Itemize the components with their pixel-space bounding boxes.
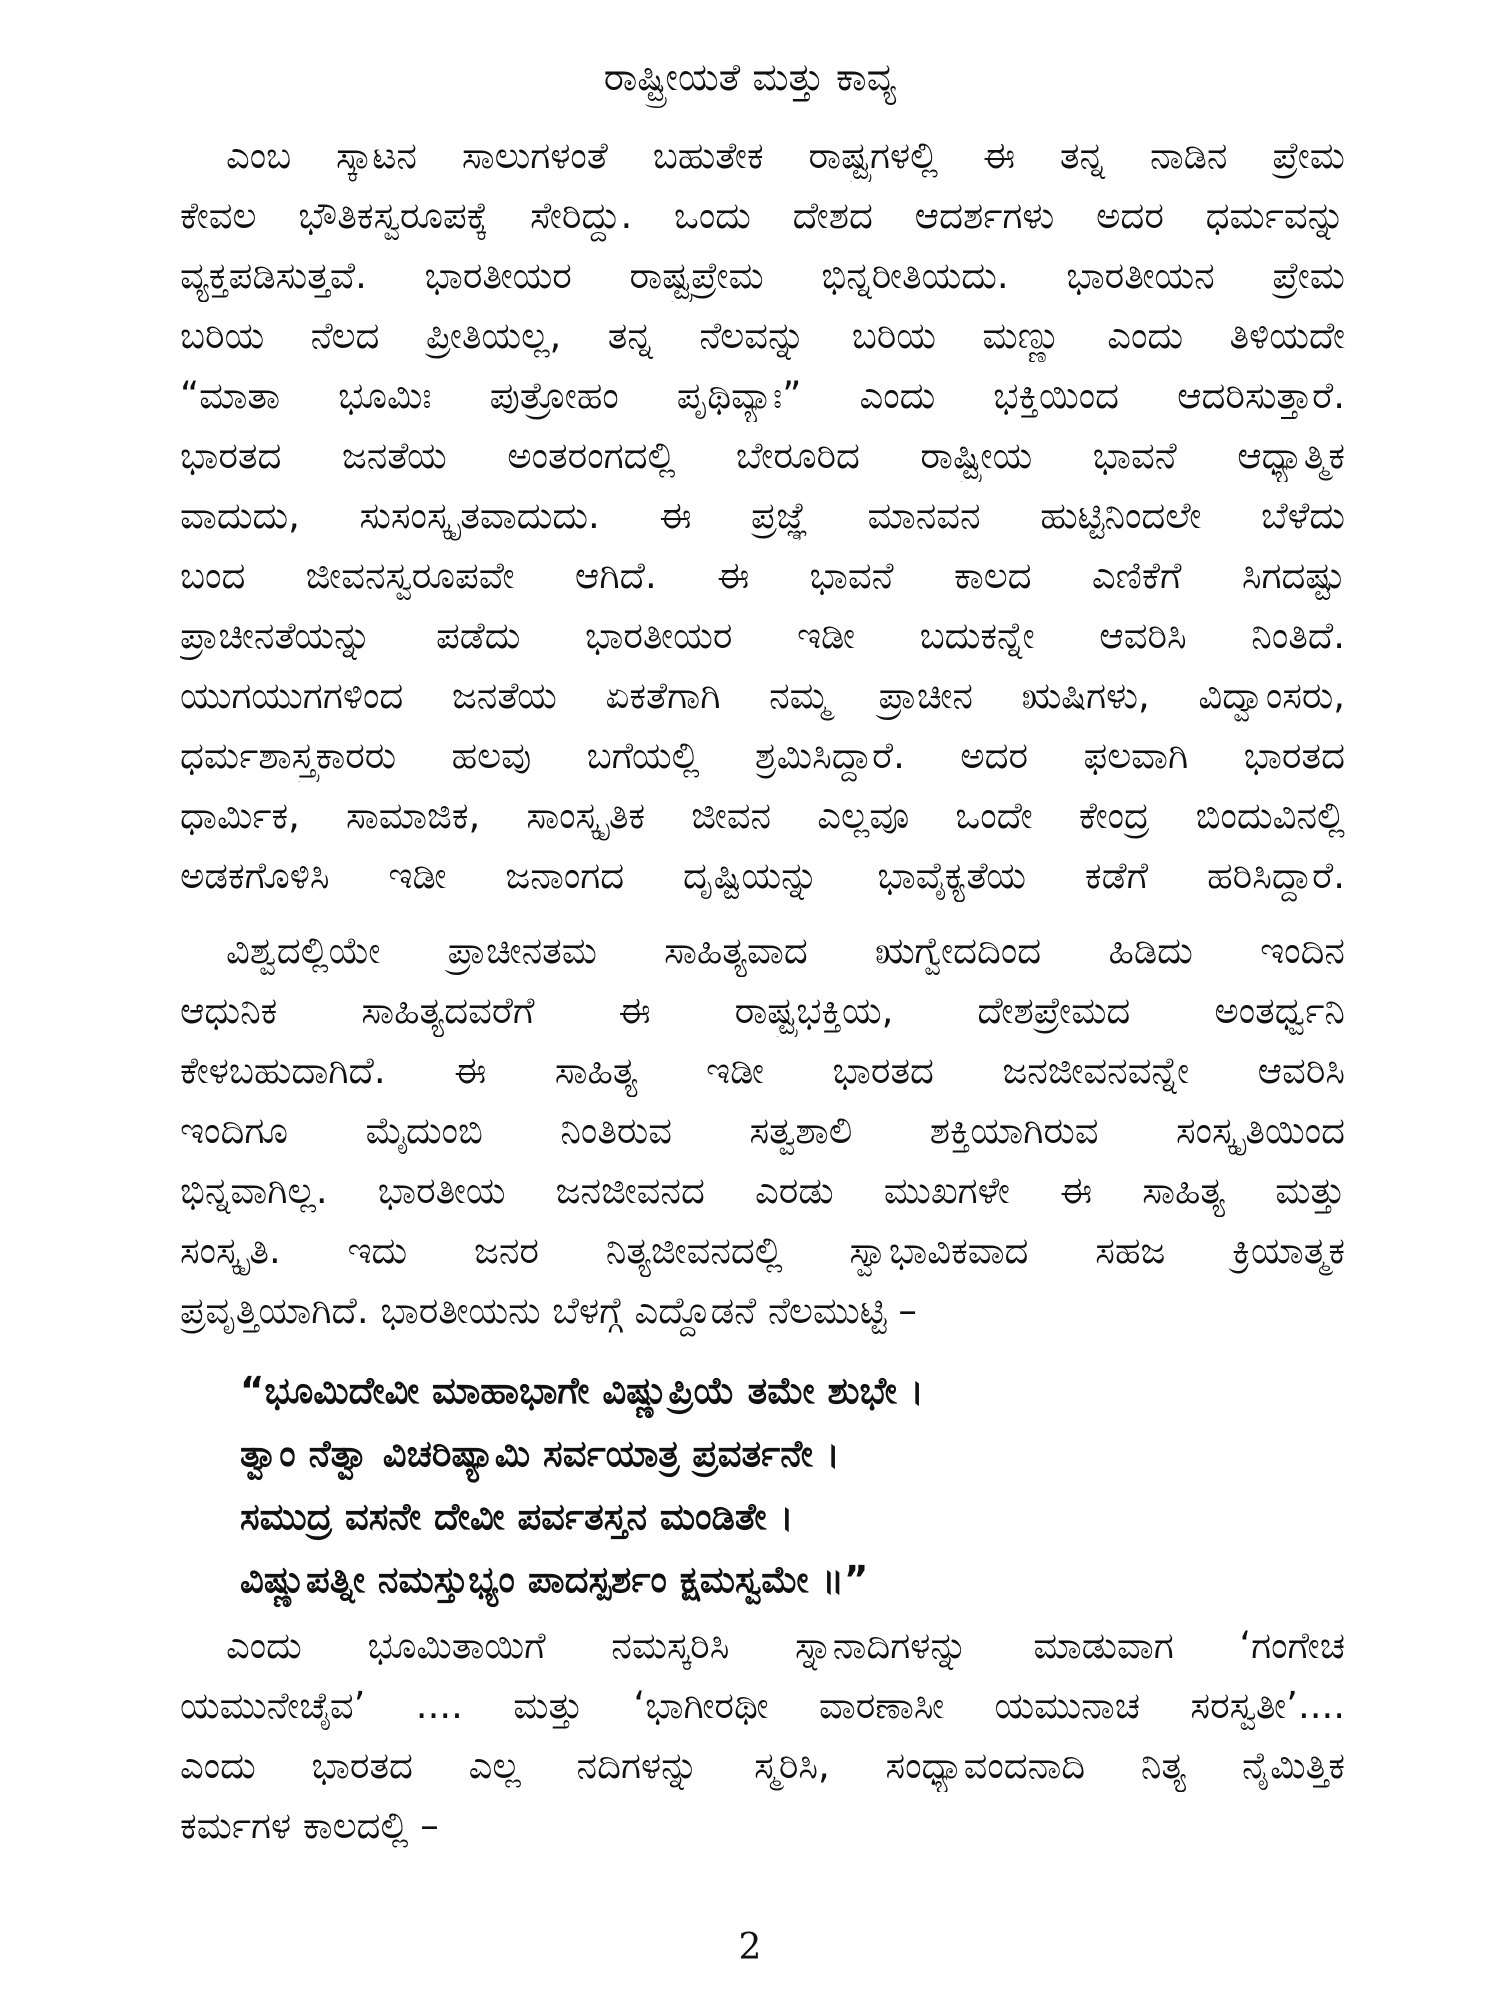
paragraph-3-line: ಕರ್ಮಗಳ ಕಾಲದಲ್ಲಿ – — [180, 1804, 439, 1847]
paragraph-3-line: ಎಂದು ಭೂಮಿತಾಯಿಗೆ ನಮಸ್ಕರಿಸಿ ಸ್ನಾನಾದಿಗಳನ್ನು ಮಾಡುವಾಗ ‘ಗಂಗೇಚ — [226, 1624, 1345, 1667]
paragraph-1-line: ಕೇವಲ ಭೌತಿಕಸ್ವರೂಪಕ್ಕೆ ಸೇರಿದ್ದು. ಒಂದು ದೇಶದ ಆದರ್ಶಗಳು ಅದರ ಧರ್ಮವನ್ನು — [180, 194, 1345, 237]
paragraph-2-line: ವಿಶ್ವದಲ್ಲಿಯೇ ಪ್ರಾಚೀನತಮ ಸಾಹಿತ್ಯವಾದ ಋಗ್ವೇದದಿಂದ ಹಿಡಿದು ಇಂದಿನ — [226, 929, 1345, 972]
paragraph-1-line: ಯುಗಯುಗಗಳಿಂದ ಜನತೆಯ ಏಕತೆಗಾಗಿ ನಮ್ಮ ಪ್ರಾಚೀನ ಋಷಿಗಳು, ವಿದ್ವಾಂಸರು, — [180, 674, 1345, 717]
verse-line: ತ್ವಾಂ ನೆತ್ವಾ ವಿಚರಿಷ್ಯಾಮಿ ಸರ್ವಯಾತ್ರ ಪ್ರವರ್ತನೇ । — [240, 1432, 840, 1475]
paragraph-1-line: ಎಂಬ ಸ್ಕಾಟನ ಸಾಲುಗಳಂತೆ ಬಹುತೇಕ ರಾಷ್ಟ್ರಗಳಲ್ಲಿ ಈ ತನ್ನ ನಾಡಿನ ಪ್ರೇಮ — [226, 134, 1345, 177]
paragraph-1-line: ಬಂದ ಜೀವನಸ್ವರೂಪವೇ ಆಗಿದೆ. ಈ ಭಾವನೆ ಕಾಲದ ಎಣಿಕೆಗೆ ಸಿಗದಷ್ಟು — [180, 554, 1345, 597]
paragraph-2-line: ಆಧುನಿಕ ಸಾಹಿತ್ಯದವರೆಗೆ ಈ ರಾಷ್ಟ್ರಭಕ್ತಿಯ, ದೇಶಪ್ರೇಮದ ಅಂತರ್ಧ್ವನಿ — [180, 989, 1345, 1032]
paragraph-2-line: ಭಿನ್ನವಾಗಿಲ್ಲ. ಭಾರತೀಯ ಜನಜೀವನದ ಎರಡು ಮುಖಗಳೇ ಈ ಸಾಹಿತ್ಯ ಮತ್ತು — [180, 1169, 1345, 1212]
paragraph-1-line: ಬರಿಯ ನೆಲದ ಪ್ರೀತಿಯಲ್ಲ, ತನ್ನ ನೆಲವನ್ನು ಬರಿಯ ಮಣ್ಣು ಎಂದು ತಿಳಿಯದೇ — [180, 314, 1345, 357]
paragraph-1-line: ಪ್ರಾಚೀನತೆಯನ್ನು ಪಡೆದು ಭಾರತೀಯರ ಇಡೀ ಬದುಕನ್ನೇ ಆವರಿಸಿ ನಿಂತಿದೆ. — [180, 614, 1345, 657]
paragraph-1-line: ಅಡಕಗೊಳಿಸಿ ಇಡೀ ಜನಾಂಗದ ದೃಷ್ಟಿಯನ್ನು ಭಾವೈಕ್ಯತೆಯ ಕಡೆಗೆ ಹರಿಸಿದ್ದಾರೆ. — [180, 854, 1345, 897]
verse-line: ಸಮುದ್ರ ವಸನೇ ದೇವೀ ಪರ್ವತಸ್ತನ ಮಂಡಿತೇ । — [240, 1495, 794, 1538]
paragraph-1-line: ಧರ್ಮಶಾಸ್ತ್ರಕಾರರು ಹಲವು ಬಗೆಯಲ್ಲಿ ಶ್ರಮಿಸಿದ್ದಾರೆ. ಅದರ ಫಲವಾಗಿ ಭಾರತದ — [180, 734, 1345, 777]
paragraph-2-line: ಇಂದಿಗೂ ಮೈದುಂಬಿ ನಿಂತಿರುವ ಸತ್ವಶಾಲಿ ಶಕ್ತಿಯಾಗಿರುವ ಸಂಸ್ಕೃತಿಯಿಂದ — [180, 1109, 1345, 1152]
page-number: 2 — [738, 1927, 762, 1968]
paragraph-2-line: ಕೇಳಬಹುದಾಗಿದೆ. ಈ ಸಾಹಿತ್ಯ ಇಡೀ ಭಾರತದ ಜನಜೀವನವನ್ನೇ ಆವರಿಸಿ — [180, 1049, 1345, 1092]
paragraph-1-line: “ಮಾತಾ ಭೂಮಿಃ ಪುತ್ರೋಹಂ ಪೃಥಿವ್ಯಾಃ” ಎಂದು ಭಕ್ತಿಯಿಂದ ಆದರಿಸುತ್ತಾರೆ. — [180, 374, 1345, 417]
paragraph-2-line: ಪ್ರವೃತ್ತಿಯಾಗಿದೆ. ಭಾರತೀಯನು ಬೆಳಗ್ಗೆ ಎದ್ದೊಡನೆ ನೆಲಮುಟ್ಟಿ – — [180, 1289, 917, 1332]
paragraph-1-line: ವಾದುದು, ಸುಸಂಸ್ಕೃತವಾದುದು. ಈ ಪ್ರಜ್ಞೆ ಮಾನವನ ಹುಟ್ಟಿನಿಂದಲೇ ಬೆಳೆದು — [180, 494, 1345, 537]
verse-line: “ಭೂಮಿದೇವೀ ಮಾಹಾಭಾಗೇ ವಿಷ್ಣುಪ್ರಿಯೆ ತಮೇ ಶುಭೇ । — [240, 1369, 924, 1412]
paragraph-1-line: ಧಾರ್ಮಿಕ, ಸಾಮಾಜಿಕ, ಸಾಂಸ್ಕೃತಿಕ ಜೀವನ ಎಲ್ಲವೂ ಒಂದೇ ಕೇಂದ್ರ ಬಿಂದುವಿನಲ್ಲಿ — [180, 794, 1345, 837]
page-title: ರಾಷ್ಟ್ರೀಯತೆ ಮತ್ತು ಕಾವ್ಯ — [603, 55, 897, 99]
verse-line: ವಿಷ್ಣುಪತ್ನೀ ನಮಸ್ತುಭ್ಯಂ ಪಾದಸ್ಪರ್ಶಂ ಕ್ಷಮಸ್ವಮೇ ॥” — [240, 1558, 869, 1601]
paragraph-3-line: ಯಮುನೇಚೈವ’ .... ಮತ್ತು ‘ಭಾಗೀರಥೀ ವಾರಣಾಸೀ ಯಮುನಾಚ ಸರಸ್ವತೀ’.... — [180, 1684, 1345, 1727]
paragraph-1-line: ಭಾರತದ ಜನತೆಯ ಅಂತರಂಗದಲ್ಲಿ ಬೇರೂರಿದ ರಾಷ್ಟ್ರೀಯ ಭಾವನೆ ಆಧ್ಯಾತ್ಮಿಕ — [180, 434, 1345, 477]
paragraph-3-line: ಎಂದು ಭಾರತದ ಎಲ್ಲ ನದಿಗಳನ್ನು ಸ್ಮರಿಸಿ, ಸಂಧ್ಯಾವಂದನಾದಿ ನಿತ್ಯ ನೈಮಿತ್ತಿಕ — [180, 1744, 1345, 1787]
paragraph-1-line: ವ್ಯಕ್ತಪಡಿಸುತ್ತವೆ. ಭಾರತೀಯರ ರಾಷ್ಟ್ರಪ್ರೇಮ ಭಿನ್ನರೀತಿಯದು. ಭಾರತೀಯನ ಪ್ರೇಮ — [180, 254, 1345, 297]
paragraph-2-line: ಸಂಸ್ಕೃತಿ. ಇದು ಜನರ ನಿತ್ಯಜೀವನದಲ್ಲಿ ಸ್ವಾಭಾವಿಕವಾದ ಸಹಜ ಕ್ರಿಯಾತ್ಮಕ — [180, 1229, 1345, 1272]
